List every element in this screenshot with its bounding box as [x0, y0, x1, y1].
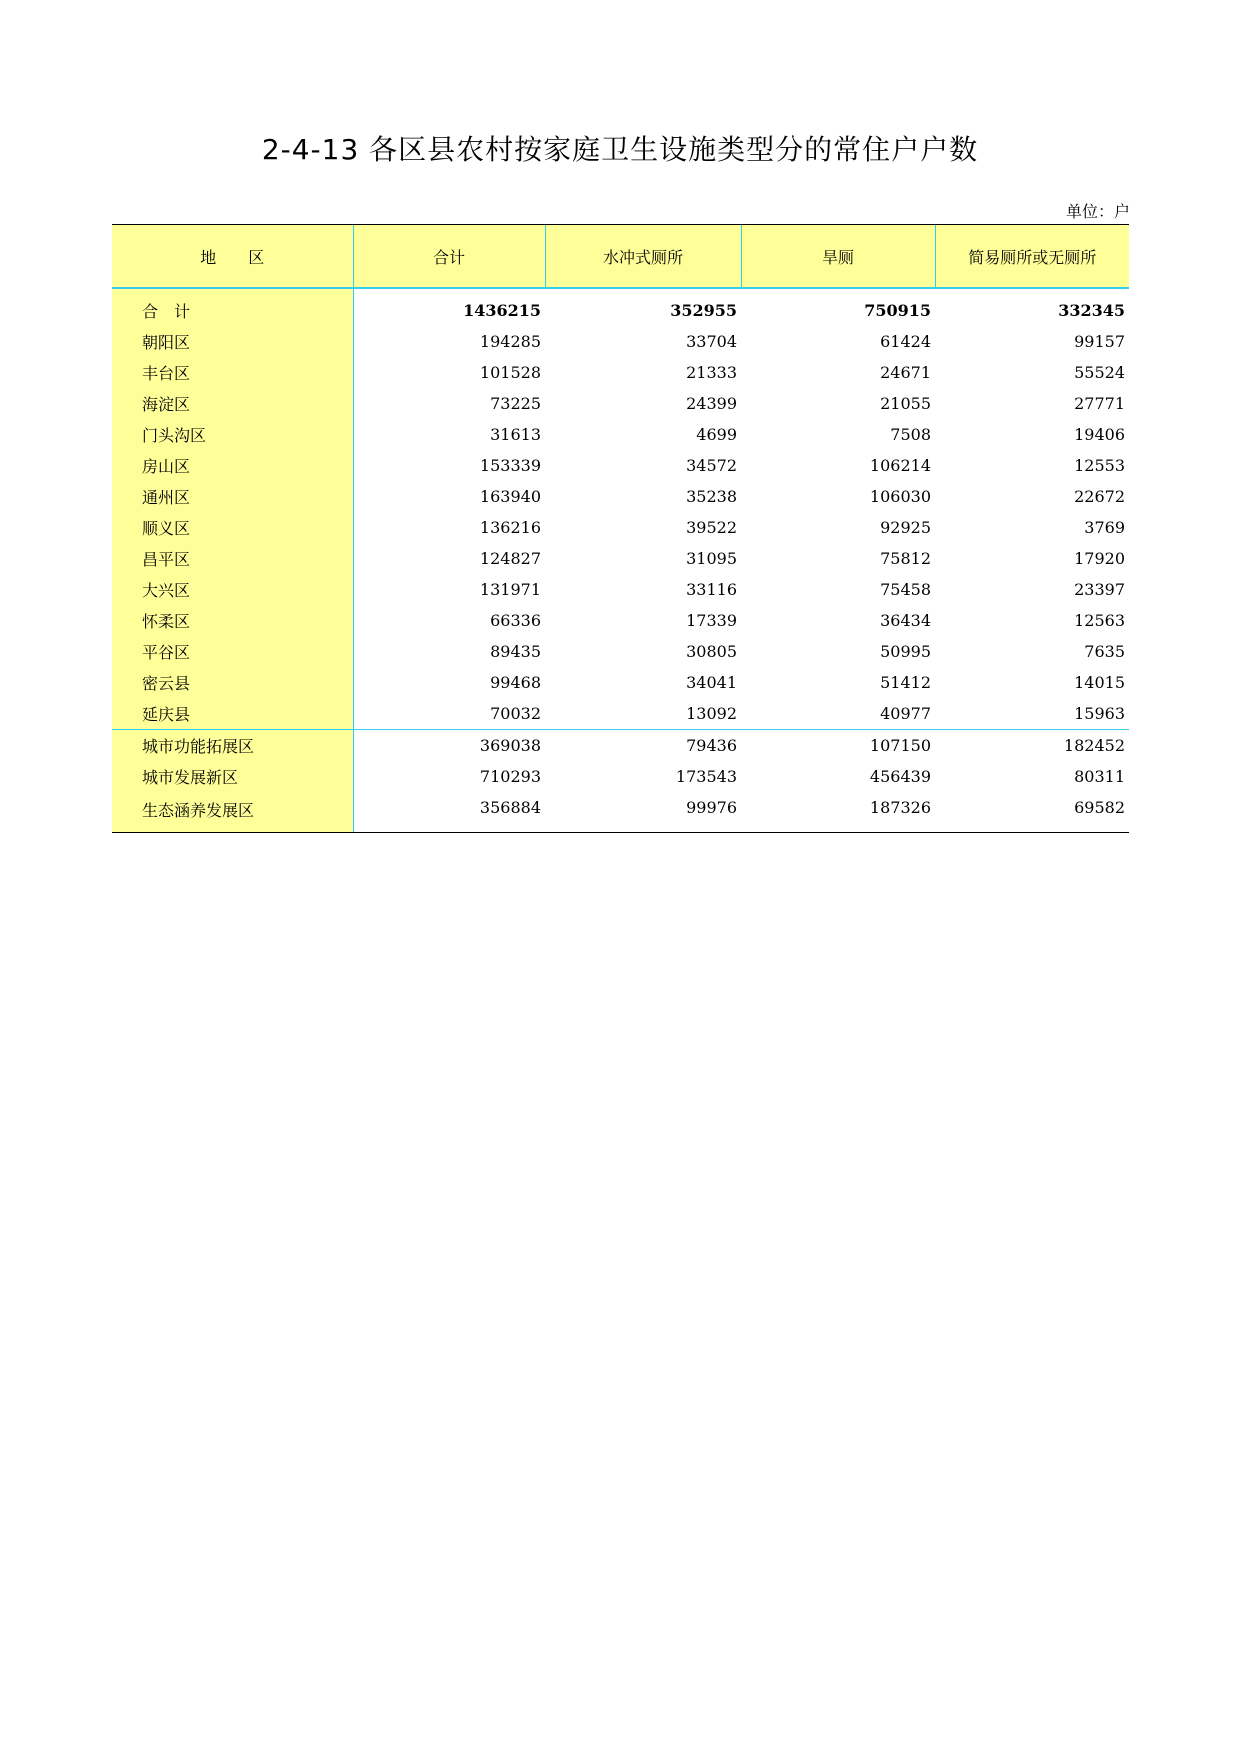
- value-cell: 40977: [880, 704, 931, 723]
- table-row: [112, 419, 1129, 450]
- value-cell: 456439: [869, 767, 931, 786]
- value-cell: 107150: [741, 730, 935, 762]
- value-cell: 66336: [490, 611, 541, 630]
- value-cell: 12553: [1074, 456, 1125, 475]
- value-cell: 173543: [675, 767, 737, 786]
- region-cell: 海淀区: [112, 388, 353, 419]
- table-row: [112, 792, 1129, 833]
- value-cell: 131971: [479, 580, 541, 599]
- value-cell: 99157: [1074, 332, 1125, 351]
- table-row: [112, 574, 1129, 605]
- value-cell: 75812: [880, 549, 931, 568]
- value-cell: 106214: [869, 456, 931, 475]
- region-cell: 城市发展新区: [112, 761, 353, 792]
- table-row: [112, 605, 1129, 636]
- table-row: [112, 295, 1129, 326]
- value-cell: 332345: [1058, 301, 1125, 320]
- value-cell: 14015: [1074, 673, 1125, 692]
- value-cell: 182452: [935, 730, 1129, 762]
- value-cell: 7635: [1084, 642, 1125, 661]
- region-cell: 门头沟区: [112, 419, 353, 450]
- value-cell: 21333: [686, 363, 737, 382]
- region-cell: 朝阳区: [112, 326, 353, 357]
- region-cell: 怀柔区: [112, 605, 353, 636]
- value-cell: 92925: [880, 518, 931, 537]
- value-cell: 73225: [490, 394, 541, 413]
- region-cell: 昌平区: [112, 543, 353, 574]
- data-table: [112, 224, 1129, 833]
- header-row: [112, 225, 1129, 289]
- value-cell: 99468: [490, 673, 541, 692]
- region-cell: 生态涵养发展区: [112, 792, 353, 833]
- value-cell: 24399: [686, 394, 737, 413]
- value-cell: 89435: [490, 642, 541, 661]
- table-row: [112, 357, 1129, 388]
- header-simple-or-none: 简易厕所或无厕所: [935, 225, 1129, 289]
- value-cell: 33704: [686, 332, 737, 351]
- value-cell: 21055: [880, 394, 931, 413]
- value-cell: 136216: [479, 518, 541, 537]
- table-row: [112, 698, 1129, 730]
- header-total: 合计: [353, 225, 545, 289]
- table-row: [112, 481, 1129, 512]
- value-cell: 51412: [880, 673, 931, 692]
- value-cell: 99976: [545, 792, 741, 833]
- value-cell: 31095: [686, 549, 737, 568]
- value-cell: 710293: [479, 767, 541, 786]
- value-cell: 31613: [490, 425, 541, 444]
- value-cell: 750915: [864, 301, 931, 320]
- value-cell: 27771: [1074, 394, 1125, 413]
- header-dry-toilet: 旱厕: [741, 225, 935, 289]
- value-cell: 30805: [686, 642, 737, 661]
- header-flush-toilet: 水冲式厕所: [545, 225, 741, 289]
- value-cell: 36434: [880, 611, 931, 630]
- value-cell: 187326: [741, 792, 935, 833]
- value-cell: 101528: [479, 363, 541, 382]
- value-cell: 39522: [686, 518, 737, 537]
- region-cell: 平谷区: [112, 636, 353, 667]
- value-cell: 356884: [353, 792, 545, 833]
- value-cell: 75458: [880, 580, 931, 599]
- table-row: [112, 388, 1129, 419]
- value-cell: 22672: [1074, 487, 1125, 506]
- spacer-row: [112, 288, 1129, 295]
- value-cell: 3769: [1084, 518, 1125, 537]
- value-cell: 34572: [686, 456, 737, 475]
- value-cell: 153339: [479, 456, 541, 475]
- page-title: 2-4-13 各区县农村按家庭卫生设施类型分的常住户户数: [261, 133, 979, 166]
- region-cell: 顺义区: [112, 512, 353, 543]
- value-cell: 106030: [869, 487, 931, 506]
- value-cell: 369038: [353, 730, 545, 762]
- value-cell: 124827: [479, 549, 541, 568]
- table-row: [112, 761, 1129, 792]
- table-row: [112, 730, 1129, 762]
- value-cell: 352955: [670, 301, 737, 320]
- value-cell: 1436215: [463, 301, 541, 320]
- value-cell: 79436: [545, 730, 741, 762]
- value-cell: 33116: [686, 580, 737, 599]
- value-cell: 19406: [1074, 425, 1125, 444]
- region-cell: 城市功能拓展区: [112, 730, 353, 762]
- value-cell: 194285: [479, 332, 541, 351]
- value-cell: 35238: [686, 487, 737, 506]
- value-cell: 4699: [696, 425, 737, 444]
- region-cell: 丰台区: [112, 357, 353, 388]
- value-cell: 70032: [490, 704, 541, 723]
- value-cell: 15963: [1074, 704, 1125, 723]
- value-cell: 163940: [479, 487, 541, 506]
- value-cell: 55524: [1074, 363, 1125, 382]
- table-row: [112, 543, 1129, 574]
- value-cell: 7508: [890, 425, 931, 444]
- region-cell: 延庆县: [112, 698, 353, 730]
- table-row: [112, 667, 1129, 698]
- value-cell: 24671: [880, 363, 931, 382]
- value-cell: 69582: [935, 792, 1129, 833]
- value-cell: 17339: [686, 611, 737, 630]
- region-cell: 房山区: [112, 450, 353, 481]
- table-row: [112, 326, 1129, 357]
- value-cell: 34041: [686, 673, 737, 692]
- region-cell: 合 计: [112, 295, 353, 326]
- region-cell: 密云县: [112, 667, 353, 698]
- header-region: 地 区: [112, 225, 353, 289]
- table-row: [112, 636, 1129, 667]
- region-cell: 大兴区: [112, 574, 353, 605]
- value-cell: 50995: [880, 642, 931, 661]
- value-cell: 17920: [1074, 549, 1125, 568]
- value-cell: 80311: [1074, 767, 1125, 786]
- value-cell: 13092: [686, 704, 737, 723]
- value-cell: 61424: [880, 332, 931, 351]
- value-cell: 23397: [1074, 580, 1125, 599]
- unit-label: 单位：户: [1065, 202, 1130, 221]
- region-cell: 通州区: [112, 481, 353, 512]
- table-body: [112, 288, 1129, 833]
- value-cell: 12563: [1074, 611, 1125, 630]
- table-row: [112, 450, 1129, 481]
- table-row: [112, 512, 1129, 543]
